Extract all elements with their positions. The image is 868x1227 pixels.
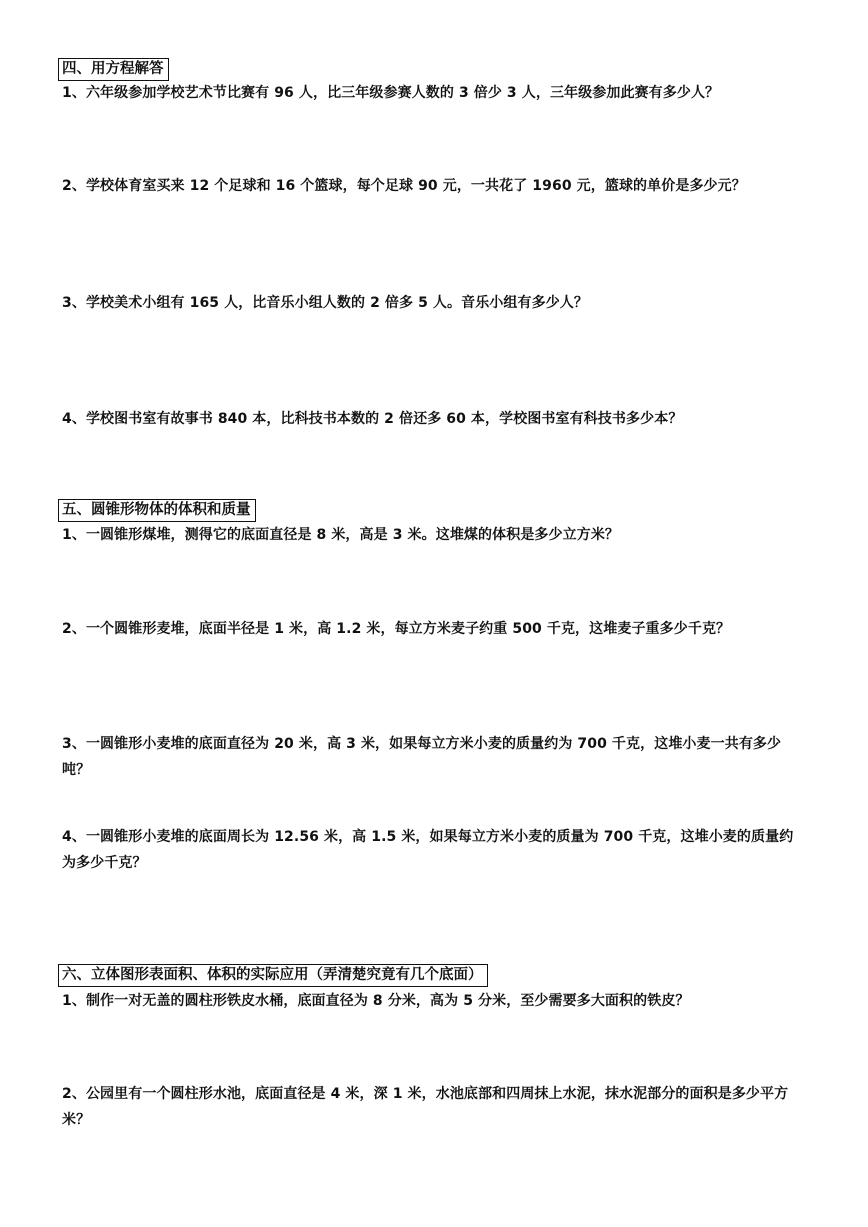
question-5-2: 2、一个圆锥形麦堆，底面半径是 1 米，高 1.2 米，每立方米麦子约重 500 千克，这堆麦子重多少千克？ [62,621,731,637]
question-6-1: 1、制作一对无盖的圆柱形铁皮水桶，底面直径为 8 分米，高为 5 分米，至少需要多大面积的铁皮？ [62,993,690,1009]
question-6-2: 2、公园里有一个圆柱形水池，底面直径是 4 米，深 1 米，水池底部和四周抹上水泥，抹水泥部分的面积是多少平方米？ [62,1086,789,1128]
question-4-4: 4、学校图书室有故事书 840 本，比科技书本数的 2 倍还多 60 本，学校图书室有科技书多少本？ [62,411,683,427]
section-title-equations: 四、用方程解答 [58,58,169,81]
question-4-2: 2、学校体育室买来 12 个足球和 16 个篮球，每个足球 90 元，一共花了 1960 元，篮球的单价是多少元？ [62,178,746,194]
section-title-cone: 五、圆锥形物体的体积和质量 [58,499,256,522]
question-4-3: 3、学校美术小组有 165 人，比音乐小组人数的 2 倍多 5 人。音乐小组有多少人？ [62,295,588,311]
question-5-1: 1、一圆锥形煤堆，测得它的底面直径是 8 米，高是 3 米。这堆煤的体积是多少立方米？ [62,527,620,543]
question-5-4: 4、一圆锥形小麦堆的底面周长为 12.56 米，高 1.5 米，如果每立方米小麦的质量为 700 千克，这堆小麦的质量约为多少千克？ [62,829,794,871]
question-5-3: 3、一圆锥形小麦堆的底面直径为 20 米，高 3 米，如果每立方米小麦的质量约为 700 千克，这堆小麦一共有多少吨？ [62,736,782,778]
section-title-solids: 六、立体图形表面积、体积的实际应用（弄清楚究竟有几个底面） [58,964,488,987]
question-4-1: 1、六年级参加学校艺术节比赛有 96 人，比三年级参赛人数的 3 倍少 3 人，三年级参加此赛有多少人？ [62,85,720,101]
